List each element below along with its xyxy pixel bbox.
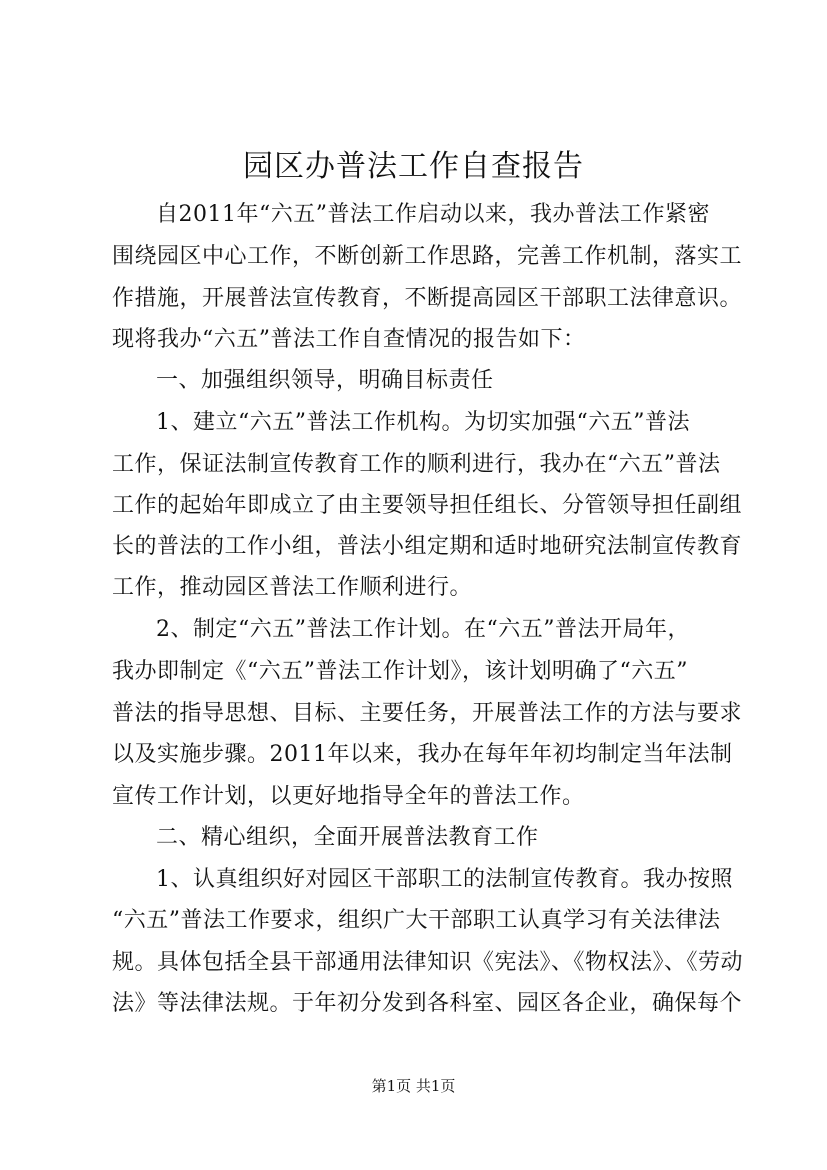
paragraph-line: 1、建立“六五”普法工作机构。为切实加强“六五”普法 bbox=[156, 410, 690, 435]
paragraph-line: “六五”普法工作要求，组织广大干部职工认真学习有关法律法 bbox=[112, 908, 721, 933]
document-title: 园区办普法工作自查报告 bbox=[243, 149, 584, 184]
paragraph-line: 围绕园区中心工作，不断创新工作思路，完善工作机制，落实工 bbox=[112, 244, 743, 269]
paragraph-line: 普法的指导思想、目标、主要任务，开展普法工作的方法与要求 bbox=[112, 701, 743, 726]
paragraph-line: 宣传工作计划，以更好地指导全年的普法工作。 bbox=[112, 784, 585, 809]
paragraph-line: 我办即制定《“六五”普法工作计划》，该计划明确了“六五” bbox=[112, 659, 688, 684]
paragraph-line: 2、制定“六五”普法工作计划。在“六五”普法开局年， bbox=[156, 617, 690, 642]
page-footer: 第1页 共1页 bbox=[371, 1077, 456, 1095]
paragraph-line: 长的普法的工作小组，普法小组定期和适时地研究法制宣传教育 bbox=[112, 534, 743, 559]
paragraph-line: 工作，推动园区普法工作顺利进行。 bbox=[112, 575, 473, 600]
paragraph-line: 自2011年“六五”普法工作启动以来，我办普法工作紧密 bbox=[156, 202, 710, 227]
paragraph-line: 规。具体包括全县干部通用法律知识《宪法》、《物权法》、《劳动 bbox=[112, 950, 744, 975]
section-heading: 二、精心组织，全面开展普法教育工作 bbox=[156, 825, 539, 850]
paragraph-line: 工作，保证法制宣传教育工作的顺利进行，我办在“六五”普法 bbox=[112, 452, 721, 477]
paragraph-line: 以及实施步骤。2011年以来，我办在每年年初均制定当年法制 bbox=[112, 742, 733, 767]
section-heading: 一、加强组织领导，明确目标责任 bbox=[156, 368, 494, 393]
paragraph-line: 1、认真组织好对园区干部职工的法制宣传教育。我办按照 bbox=[156, 867, 733, 892]
paragraph-line: 法》等法律法规。于年初分发到各科室、园区各企业，确保每个 bbox=[112, 991, 743, 1016]
paragraph-line: 作措施，开展普法宣传教育，不断提高园区干部职工法律意识。 bbox=[112, 286, 743, 311]
paragraph-line: 现将我办“六五”普法工作自查情况的报告如下： bbox=[112, 327, 586, 352]
paragraph-line: 工作的起始年即成立了由主要领导担任组长、分管领导担任副组 bbox=[112, 493, 743, 518]
